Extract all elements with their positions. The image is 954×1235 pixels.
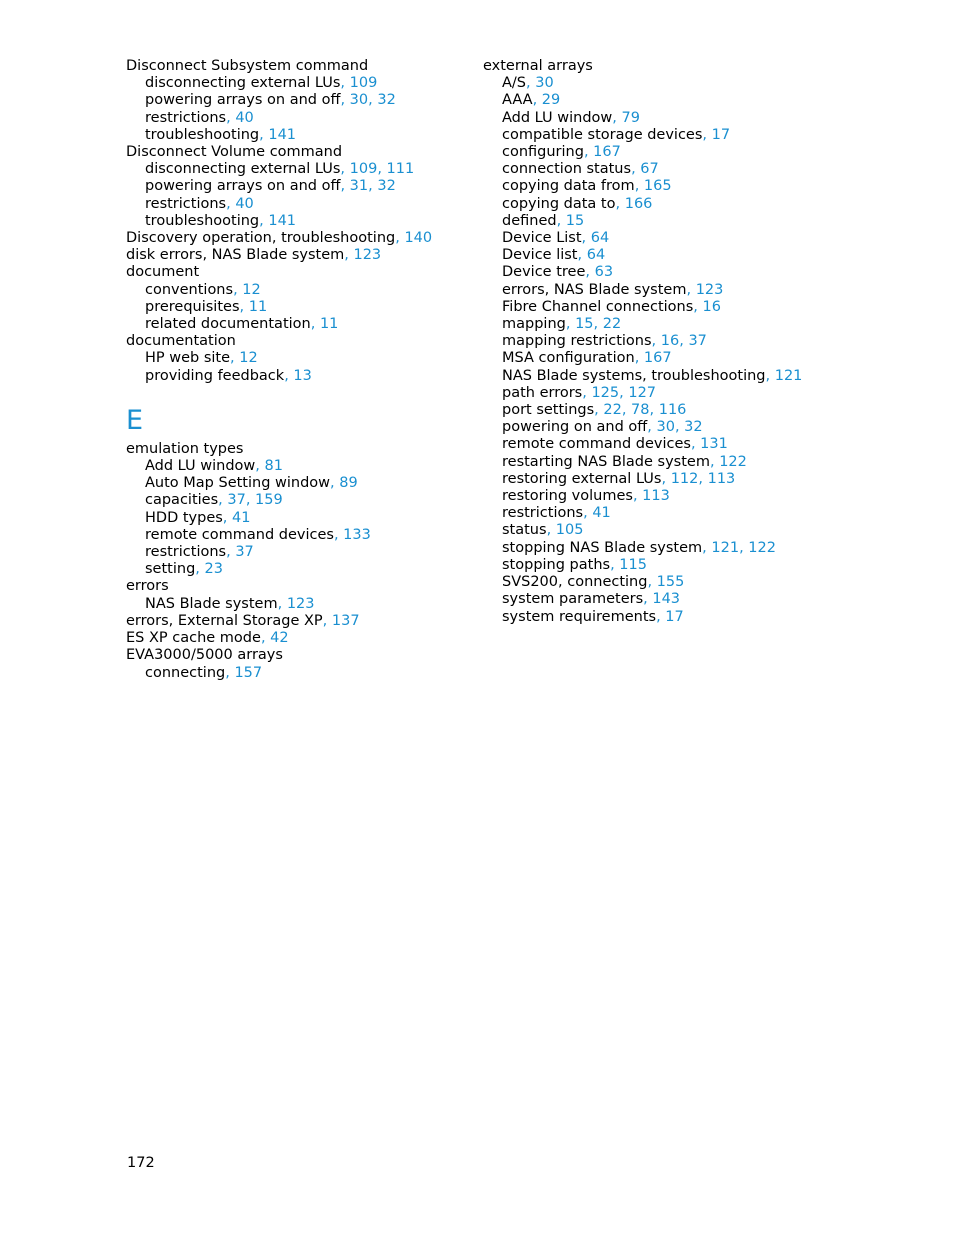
- page-link[interactable]: 121: [774, 367, 803, 384]
- index-term: Add LU window: [145, 458, 256, 475]
- page-link[interactable]: 137: [331, 612, 360, 629]
- page-link[interactable]: 123: [286, 595, 315, 612]
- index-term: disconnecting external LUs: [145, 75, 341, 92]
- page-link[interactable]: 166: [624, 195, 653, 212]
- page-separator: ,: [693, 298, 703, 315]
- page-separator: ,: [333, 526, 344, 543]
- index-term: copying data from: [502, 178, 635, 195]
- page-separator: ,: [619, 384, 629, 401]
- page-separator: ,: [239, 298, 249, 315]
- page-separator: ,: [330, 475, 340, 492]
- index-term: restrictions: [145, 195, 227, 212]
- index-entry: [126, 247, 466, 264]
- page-separator: ,: [647, 419, 657, 436]
- index-entry: [126, 230, 466, 247]
- index-term: mapping: [502, 316, 566, 333]
- page-link[interactable]: 167: [643, 350, 672, 367]
- page-link[interactable]: 30: [656, 419, 675, 436]
- page-separator: ,: [284, 367, 294, 384]
- index-subentry: [126, 527, 466, 544]
- page-link[interactable]: 12: [239, 350, 258, 367]
- page-separator: ,: [222, 509, 233, 526]
- page-link[interactable]: 112: [670, 470, 699, 487]
- page-link[interactable]: 40: [235, 109, 254, 126]
- page-separator: ,: [647, 574, 657, 591]
- page-separator: ,: [686, 281, 696, 298]
- index-term: errors, External Storage XP: [126, 612, 323, 629]
- index-term: Auto Map Setting window: [145, 475, 331, 492]
- page-separator: ,: [259, 126, 269, 143]
- index-term: stopping paths: [502, 556, 611, 573]
- index-term: capacities: [145, 492, 219, 509]
- index-term: troubleshooting: [145, 212, 260, 229]
- index-subentry: [126, 316, 466, 333]
- page-separator: ,: [532, 92, 542, 109]
- page-separator: ,: [340, 161, 350, 178]
- index-term: documentation: [126, 333, 236, 350]
- page-separator: ,: [565, 316, 576, 333]
- index-subentry: [126, 596, 466, 613]
- page-link[interactable]: 42: [270, 630, 289, 647]
- index-subentry: [483, 110, 923, 127]
- index-subentry: [483, 368, 923, 385]
- index-subentry: [483, 247, 923, 264]
- page-separator: ,: [631, 161, 641, 178]
- index-term: errors: [126, 578, 169, 595]
- page-separator: ,: [651, 333, 661, 350]
- page-link[interactable]: 17: [711, 126, 731, 143]
- page-link[interactable]: 29: [541, 92, 561, 109]
- page-separator: ,: [610, 556, 620, 573]
- page-separator: ,: [582, 384, 592, 401]
- page-link[interactable]: 105: [555, 522, 584, 539]
- page-separator: ,: [583, 505, 593, 522]
- index-subentry: [483, 540, 923, 557]
- page-link[interactable]: 15: [565, 212, 585, 229]
- page-separator: ,: [621, 402, 632, 419]
- index-subentry: [126, 196, 466, 213]
- index-term: Device tree: [502, 264, 586, 281]
- page-link[interactable]: 133: [343, 526, 371, 543]
- page-link[interactable]: 113: [707, 470, 736, 487]
- page-link[interactable]: 121: [711, 539, 740, 556]
- page-separator: ,: [612, 109, 622, 126]
- index-column-left: [126, 58, 466, 682]
- page-link[interactable]: 15: [575, 316, 594, 333]
- index-subentry: [126, 350, 466, 367]
- index-term: connection status: [502, 161, 632, 178]
- page-separator: ,: [634, 350, 644, 367]
- page-link[interactable]: 30: [349, 92, 369, 109]
- page-separator: ,: [259, 212, 269, 229]
- index-term: conventions: [145, 281, 234, 298]
- page-separator: ,: [255, 458, 265, 475]
- index-term: configuring: [502, 144, 584, 161]
- page-link[interactable]: 122: [719, 453, 747, 470]
- page-link[interactable]: 78: [631, 402, 650, 419]
- index-term: copying data to: [502, 195, 616, 212]
- page-link[interactable]: 109: [349, 75, 378, 92]
- page-link[interactable]: 22: [603, 402, 622, 419]
- index-subentry: [126, 92, 466, 109]
- index-term: Fibre Channel connections: [502, 298, 694, 315]
- page-link[interactable]: 159: [255, 492, 283, 509]
- index-column-right: [483, 58, 923, 626]
- page-separator: ,: [709, 453, 720, 470]
- index-subentry: [483, 316, 923, 333]
- page-link[interactable]: 64: [590, 230, 610, 247]
- page-link[interactable]: 11: [248, 298, 268, 315]
- index-subentry: [483, 282, 923, 299]
- index-term: disconnecting external LUs: [145, 161, 341, 178]
- index-term: HDD types: [145, 509, 223, 526]
- page-separator: ,: [226, 195, 236, 212]
- page-separator: ,: [340, 92, 350, 109]
- index-subentry: [483, 471, 923, 488]
- index-entry: [126, 58, 466, 75]
- index-subentry: [483, 75, 923, 92]
- index-term: Disconnect Volume command: [126, 144, 343, 161]
- page-separator: ,: [195, 561, 205, 578]
- index-term: restrictions: [502, 505, 584, 522]
- page-link[interactable]: 41: [232, 509, 251, 526]
- page-link[interactable]: 167: [593, 144, 621, 161]
- index-entry: [126, 264, 466, 281]
- index-subentry: [483, 557, 923, 574]
- index-entry: [126, 578, 466, 595]
- page-separator: ,: [577, 247, 587, 264]
- index-term: restrictions: [145, 544, 227, 561]
- page-link[interactable]: 13: [293, 367, 312, 384]
- index-subentry: [126, 213, 466, 230]
- index-subentry: [126, 665, 466, 682]
- page-link[interactable]: 17: [665, 608, 684, 625]
- index-term: A/S: [502, 75, 527, 92]
- page-link[interactable]: 122: [748, 539, 776, 556]
- index-term: prerequisites: [145, 298, 240, 315]
- page-separator: ,: [546, 522, 556, 539]
- index-subentry: [483, 505, 923, 522]
- page-link[interactable]: 116: [658, 402, 687, 419]
- page-separator: ,: [679, 333, 689, 350]
- page-separator: ,: [377, 161, 387, 178]
- index-term: disk errors, NAS Blade system: [126, 247, 345, 264]
- index-term: status: [502, 522, 547, 539]
- page-link[interactable]: 12: [242, 281, 261, 298]
- page-separator: ,: [702, 126, 712, 143]
- page-link[interactable]: 32: [684, 419, 703, 436]
- page-separator: ,: [649, 402, 659, 419]
- page-separator: ,: [765, 367, 775, 384]
- index-term: system requirements: [502, 608, 657, 625]
- index-term: troubleshooting: [145, 126, 260, 143]
- index-subentry: [126, 561, 466, 578]
- page-link[interactable]: 143: [652, 591, 681, 608]
- index-subentry: [483, 264, 923, 281]
- index-term: restoring volumes: [502, 488, 633, 505]
- page-separator: ,: [218, 492, 228, 509]
- index-subentry: [483, 144, 923, 161]
- index-entry: [126, 647, 466, 664]
- page-separator: ,: [739, 539, 749, 556]
- page-separator: ,: [322, 612, 332, 629]
- index-subentry: [483, 454, 923, 471]
- page-link[interactable]: 115: [619, 556, 647, 573]
- page-number: 172: [127, 1155, 155, 1171]
- index-subentry: [126, 110, 466, 127]
- index-subentry: [483, 609, 923, 626]
- page-separator: ,: [643, 591, 653, 608]
- index-term: NAS Blade system: [145, 595, 278, 612]
- index-term: restrictions: [145, 109, 227, 126]
- page-link[interactable]: 111: [386, 161, 415, 178]
- page-separator: ,: [585, 264, 595, 281]
- page-link[interactable]: 37: [235, 544, 254, 561]
- index-term: Device List: [502, 230, 582, 247]
- page-link[interactable]: 30: [535, 75, 554, 92]
- page-link[interactable]: 125: [591, 384, 620, 401]
- index-subentry: [126, 75, 466, 92]
- page-link[interactable]: 16: [702, 298, 721, 315]
- index-subentry: [483, 213, 923, 230]
- page-link[interactable]: 31: [349, 178, 369, 195]
- page-separator: ,: [593, 316, 603, 333]
- index-term: AAA: [502, 92, 533, 109]
- index-term: related documentation: [145, 316, 311, 333]
- page-separator: ,: [634, 178, 644, 195]
- page-separator: ,: [661, 470, 671, 487]
- page-link[interactable]: 16: [660, 333, 680, 350]
- index-subentry: [483, 230, 923, 247]
- page-link[interactable]: 37: [227, 492, 246, 509]
- index-term: NAS Blade systems, troubleshooting: [502, 367, 766, 384]
- index-subentry: [126, 299, 466, 316]
- page-link[interactable]: 67: [640, 161, 659, 178]
- page-link[interactable]: 155: [656, 574, 685, 591]
- index-entry: [126, 613, 466, 630]
- page-link[interactable]: 123: [353, 247, 382, 264]
- index-term: path errors: [502, 384, 583, 401]
- page-separator: ,: [698, 470, 708, 487]
- index-subentry: [483, 196, 923, 213]
- page-link[interactable]: 79: [621, 109, 640, 126]
- index-term: mapping restrictions: [502, 333, 652, 350]
- page-separator: ,: [225, 664, 235, 681]
- page-separator: ,: [226, 544, 236, 561]
- page-separator: ,: [594, 402, 604, 419]
- index-subentry: [483, 92, 923, 109]
- index-subentry: [483, 574, 923, 591]
- page-link[interactable]: 22: [602, 316, 622, 333]
- page-link[interactable]: 131: [700, 436, 728, 453]
- index-term: HP web site: [145, 350, 231, 367]
- index-subentry: [483, 402, 923, 419]
- index-term: Add LU window: [502, 109, 613, 126]
- index-term: stopping NAS Blade system: [502, 539, 703, 556]
- index-subentry: [126, 475, 466, 492]
- page-separator: ,: [395, 230, 405, 247]
- page-link[interactable]: 89: [339, 475, 358, 492]
- index-term: MSA configuration: [502, 350, 635, 367]
- index-term: EVA3000/5000 arrays: [126, 647, 283, 664]
- index-subentry: [483, 591, 923, 608]
- index-term: port settings: [502, 402, 595, 419]
- index-term: remote command devices: [502, 436, 691, 453]
- index-subentry: [483, 299, 923, 316]
- index-subentry: [126, 458, 466, 475]
- page-link[interactable]: 113: [642, 488, 670, 505]
- page-link[interactable]: 41: [592, 505, 611, 522]
- page-link[interactable]: 32: [377, 92, 396, 109]
- index-section-letter: E: [126, 404, 144, 436]
- index-term: powering on and off: [502, 419, 648, 436]
- index-term: SVS200, connecting: [502, 574, 648, 591]
- page-separator: ,: [368, 92, 378, 109]
- index-subentry: [483, 178, 923, 195]
- index-term: restoring external LUs: [502, 470, 662, 487]
- index-term: powering arrays on and off: [145, 178, 341, 195]
- index-subentry: [483, 419, 923, 436]
- index-subentry: [483, 385, 923, 402]
- index-term: document: [126, 264, 200, 281]
- page-separator: ,: [674, 419, 685, 436]
- page-link[interactable]: 32: [377, 178, 396, 195]
- page-link[interactable]: 140: [404, 230, 433, 247]
- page-separator: ,: [344, 247, 354, 264]
- page-separator: ,: [581, 230, 591, 247]
- index-term: Device list: [502, 247, 578, 264]
- index-entry: [126, 333, 466, 350]
- page-link[interactable]: 63: [594, 264, 614, 281]
- index-term: external arrays: [483, 58, 593, 74]
- index-subentry: [483, 436, 923, 453]
- index-subentry: [483, 488, 923, 505]
- index-subentry: [126, 368, 466, 385]
- index-entry: [126, 441, 466, 458]
- index-subentry: [126, 510, 466, 527]
- index-term: connecting: [145, 664, 226, 681]
- index-subentry: [483, 333, 923, 350]
- index-term: remote command devices: [145, 526, 334, 543]
- index-subentry: [126, 544, 466, 561]
- page-link[interactable]: 23: [204, 561, 223, 578]
- page-link[interactable]: 165: [643, 178, 672, 195]
- page-separator: ,: [656, 608, 666, 625]
- page-separator: ,: [368, 178, 378, 195]
- index-term: compatible storage devices: [502, 126, 703, 143]
- page-link[interactable]: 123: [695, 281, 724, 298]
- page-link[interactable]: 109: [349, 161, 378, 178]
- page-link[interactable]: 157: [234, 664, 263, 681]
- index-subentry: [126, 282, 466, 299]
- page-link[interactable]: 40: [235, 195, 254, 212]
- index-subentry: [483, 522, 923, 539]
- index-entry: [483, 58, 923, 75]
- index-entry: [126, 630, 466, 647]
- page-separator: ,: [260, 630, 271, 647]
- page-separator: ,: [340, 178, 350, 195]
- page-separator: ,: [690, 436, 701, 453]
- index-entry: [126, 144, 466, 161]
- index-subentry: [483, 127, 923, 144]
- index-term: restarting NAS Blade system: [502, 453, 710, 470]
- index-subentry: [483, 161, 923, 178]
- page-separator: ,: [340, 75, 350, 92]
- index-term: powering arrays on and off: [145, 92, 341, 109]
- index-subentry: [126, 178, 466, 195]
- index-term: ES XP cache mode: [126, 630, 261, 647]
- page-separator: ,: [230, 350, 240, 367]
- page-link[interactable]: 37: [688, 333, 707, 350]
- index-term: Disconnect Subsystem command: [126, 58, 369, 74]
- page-separator: ,: [245, 492, 256, 509]
- page-separator: ,: [226, 109, 236, 126]
- index-subentry: [126, 492, 466, 509]
- page-separator: ,: [556, 212, 566, 229]
- page-link[interactable]: 141: [268, 126, 297, 143]
- index-term: Discovery operation, troubleshooting: [126, 230, 396, 247]
- index-term: system parameters: [502, 591, 644, 608]
- index-term: errors, NAS Blade system: [502, 281, 687, 298]
- page-link[interactable]: 64: [586, 247, 606, 264]
- index-term: providing feedback: [145, 367, 285, 384]
- index-term: setting: [145, 561, 196, 578]
- page-separator: ,: [632, 488, 643, 505]
- page-link[interactable]: 11: [319, 316, 339, 333]
- page-separator: ,: [526, 75, 536, 92]
- index-subentry: [483, 350, 923, 367]
- index-term: defined: [502, 212, 557, 229]
- index-subentry: [126, 161, 466, 178]
- page-link[interactable]: 81: [264, 458, 283, 475]
- index-term: emulation types: [126, 440, 244, 457]
- page-link[interactable]: 141: [268, 212, 297, 229]
- page-separator: ,: [310, 316, 320, 333]
- page-separator: ,: [277, 595, 287, 612]
- page-separator: ,: [583, 144, 594, 161]
- index-subentry: [126, 127, 466, 144]
- page-link[interactable]: 127: [628, 384, 657, 401]
- page-separator: ,: [233, 281, 243, 298]
- page-separator: ,: [702, 539, 712, 556]
- page-separator: ,: [615, 195, 625, 212]
